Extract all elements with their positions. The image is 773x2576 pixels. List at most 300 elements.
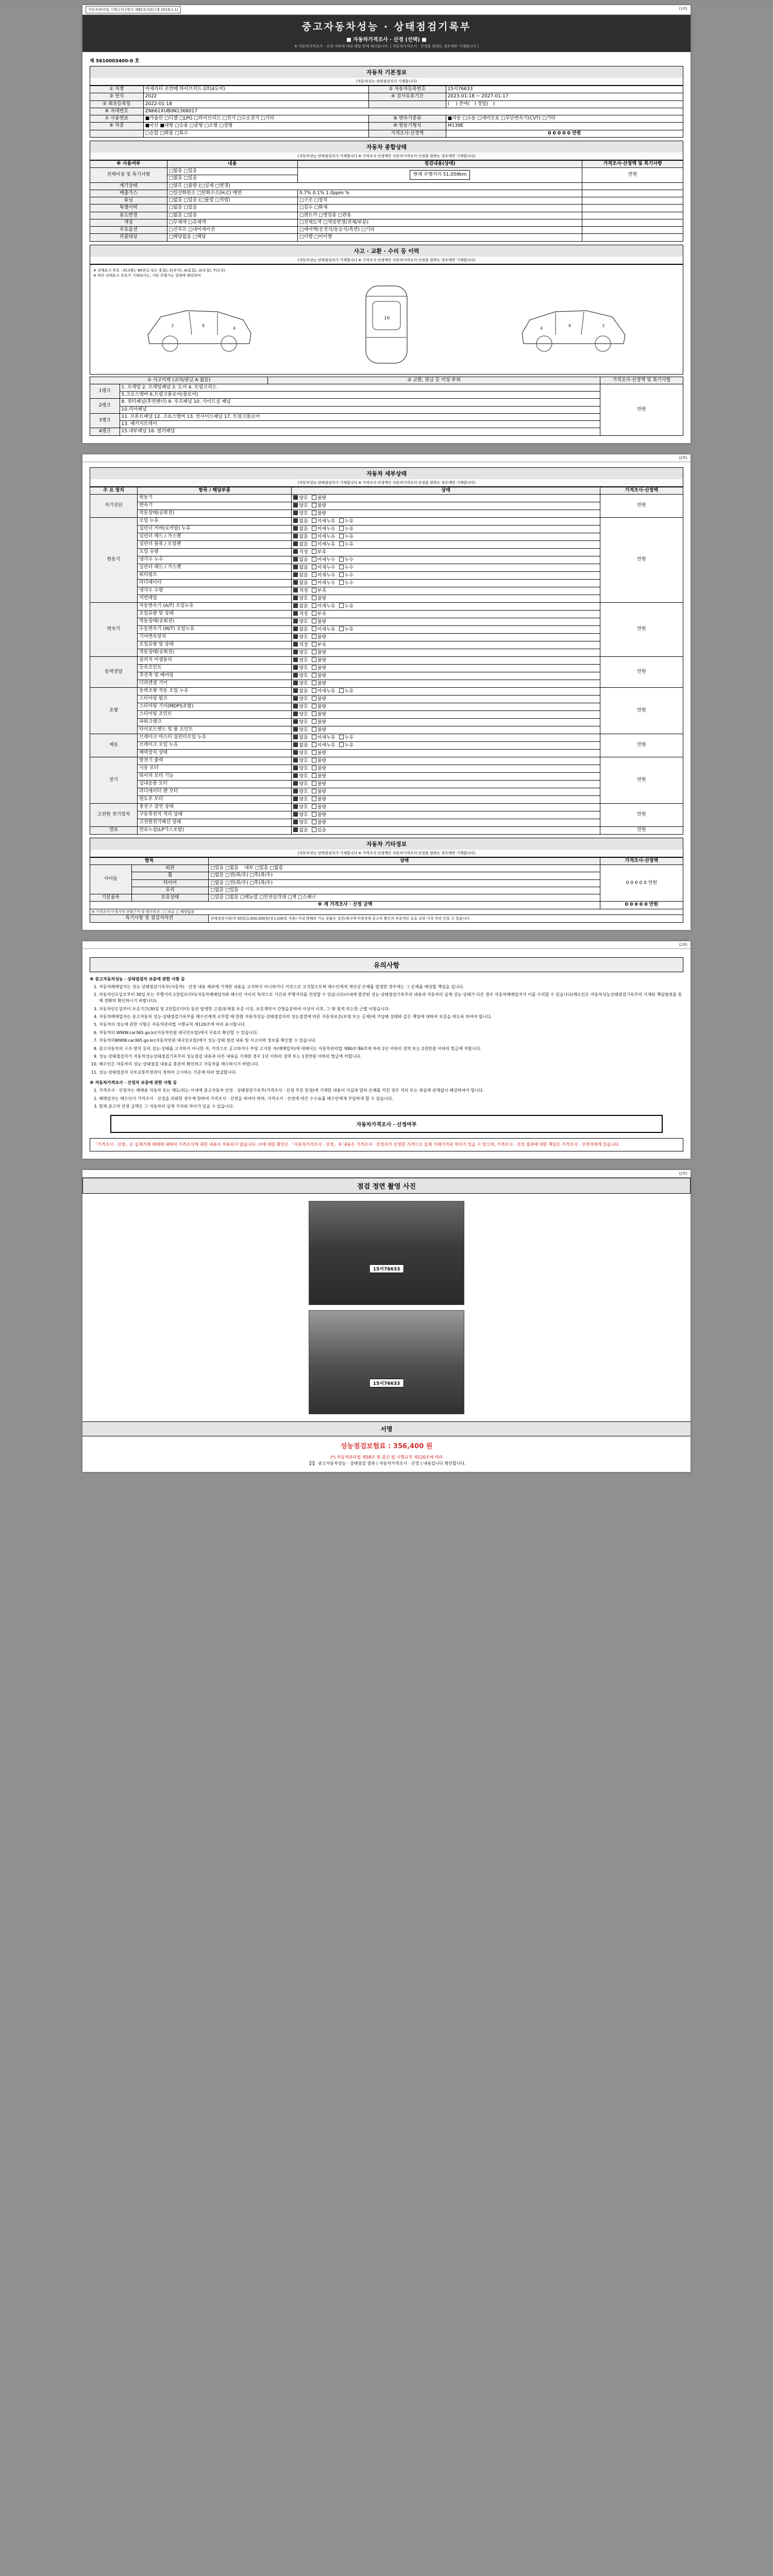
checkbox-icon[interactable] bbox=[293, 766, 298, 770]
checkbox-icon[interactable] bbox=[293, 541, 298, 546]
status-option[interactable]: 불량 bbox=[312, 619, 326, 625]
checkbox-icon[interactable] bbox=[293, 642, 298, 647]
checkbox-icon[interactable] bbox=[293, 619, 298, 623]
overall-subtitle: (자동차성능·상태점검자가 기재합니다 ※ 가격조사·산정액은 자동차가격조사·산정을 원하는 경우에만 기재합니다) bbox=[90, 152, 683, 160]
checkbox-icon[interactable] bbox=[312, 511, 316, 515]
status-option[interactable]: 없음 bbox=[293, 742, 308, 749]
detail-group-price: 만원 bbox=[600, 517, 683, 602]
checkbox-icon[interactable] bbox=[312, 657, 316, 662]
status-option[interactable]: 적정 bbox=[293, 642, 308, 648]
detail-status-options[interactable] bbox=[292, 734, 600, 741]
status-option[interactable]: 없음 bbox=[293, 626, 308, 633]
checkbox-icon[interactable] bbox=[339, 541, 344, 546]
status-option[interactable]: 양호 bbox=[293, 657, 308, 664]
checkbox-icon[interactable] bbox=[293, 657, 298, 662]
checkbox-icon[interactable] bbox=[339, 626, 344, 631]
page-4 bbox=[82, 1170, 691, 1472]
detail-status-options[interactable] bbox=[292, 749, 600, 757]
checkbox-icon[interactable] bbox=[293, 634, 298, 639]
status-option[interactable]: 양호 bbox=[293, 704, 308, 710]
row-content: □없음 □있음 bbox=[167, 175, 297, 182]
row-price bbox=[582, 212, 683, 219]
table-row bbox=[90, 234, 683, 241]
checkbox-icon[interactable] bbox=[312, 518, 316, 523]
detail-status-options[interactable] bbox=[292, 826, 600, 834]
detail-status-options[interactable] bbox=[292, 672, 600, 680]
checkbox-icon[interactable] bbox=[293, 688, 298, 693]
status-option[interactable]: 미세누유 bbox=[312, 735, 335, 741]
checkbox-icon[interactable] bbox=[293, 526, 298, 531]
checkbox-icon[interactable] bbox=[293, 665, 298, 670]
detail-status-options[interactable] bbox=[292, 517, 600, 525]
table-row bbox=[90, 533, 683, 540]
checkbox-icon[interactable] bbox=[312, 789, 316, 793]
detail-group-price: 만원 bbox=[600, 687, 683, 734]
detail-status-options[interactable] bbox=[292, 633, 600, 641]
checkbox-icon[interactable] bbox=[312, 557, 316, 562]
status-option[interactable]: 미세누유 bbox=[312, 626, 335, 633]
detail-status-options[interactable] bbox=[292, 726, 600, 734]
status-option[interactable]: 양호 bbox=[293, 812, 308, 818]
status-option[interactable]: 누유 bbox=[339, 534, 354, 540]
checkbox-icon[interactable] bbox=[312, 812, 316, 817]
status-option[interactable]: 없음 bbox=[293, 565, 308, 571]
status-option[interactable]: 불량 bbox=[312, 650, 326, 656]
checkbox-icon[interactable] bbox=[339, 557, 344, 562]
status-option[interactable]: 불량 bbox=[312, 750, 326, 756]
detail-status-options[interactable] bbox=[292, 664, 600, 672]
detail-status-options[interactable] bbox=[292, 610, 600, 618]
checkbox-icon[interactable] bbox=[293, 827, 298, 832]
checkbox-icon[interactable] bbox=[339, 580, 344, 585]
detail-status-options[interactable] bbox=[292, 772, 600, 780]
status-option[interactable]: 양호 bbox=[293, 750, 308, 756]
detail-status-options[interactable] bbox=[292, 548, 600, 556]
table-row bbox=[90, 502, 683, 510]
status-option[interactable]: 누수 bbox=[339, 565, 354, 571]
checkbox-icon[interactable] bbox=[312, 665, 316, 670]
status-option[interactable]: 없음 bbox=[293, 557, 308, 563]
page-1-topbar bbox=[82, 5, 691, 15]
status-option[interactable]: 불량 bbox=[312, 789, 326, 795]
detail-status-options[interactable] bbox=[292, 494, 600, 502]
status-option[interactable]: 미세누수 bbox=[312, 565, 335, 571]
row-price: 만원 bbox=[582, 168, 683, 183]
status-option[interactable]: 불량 bbox=[312, 812, 326, 818]
status-option[interactable]: 없음 bbox=[293, 603, 308, 609]
status-option[interactable]: 양호 bbox=[293, 596, 308, 602]
status-option[interactable]: 양호 bbox=[293, 511, 308, 517]
status-option[interactable]: 양호 bbox=[293, 804, 308, 810]
checkbox-icon[interactable] bbox=[312, 820, 316, 824]
detail-status-options[interactable] bbox=[292, 587, 600, 595]
detail-status-options[interactable] bbox=[292, 680, 600, 687]
status-option[interactable]: 양호 bbox=[293, 495, 308, 501]
checkbox-icon[interactable] bbox=[293, 673, 298, 677]
checkbox-icon[interactable] bbox=[293, 696, 298, 701]
checkbox-icon[interactable] bbox=[339, 742, 344, 747]
status-option[interactable]: 누유 bbox=[339, 688, 354, 694]
status-option[interactable]: 불량 bbox=[312, 596, 326, 602]
checkbox-icon[interactable] bbox=[293, 588, 298, 592]
checkbox-icon[interactable] bbox=[293, 750, 298, 755]
status-option[interactable]: 누유 bbox=[339, 626, 354, 633]
checkbox-icon[interactable] bbox=[312, 827, 316, 832]
status-option[interactable]: 없음 bbox=[293, 534, 308, 540]
checkbox-icon[interactable] bbox=[312, 688, 316, 693]
status-option[interactable]: 미세누유 bbox=[312, 541, 335, 548]
status-option[interactable]: 불량 bbox=[312, 704, 326, 710]
accident-parts-table bbox=[90, 377, 683, 436]
checkbox-icon[interactable] bbox=[293, 681, 298, 685]
checkbox-icon[interactable] bbox=[312, 580, 316, 585]
status-option[interactable]: 누유 bbox=[339, 603, 354, 609]
checkbox-icon[interactable] bbox=[312, 735, 316, 739]
status-option[interactable]: 양호 bbox=[293, 789, 308, 795]
status-option[interactable]: 불량 bbox=[312, 820, 326, 826]
status-option[interactable]: 미세누수 bbox=[312, 572, 335, 579]
status-option[interactable]: 불량 bbox=[312, 781, 326, 787]
detail-status-options[interactable] bbox=[292, 618, 600, 625]
status-option[interactable]: 누수 bbox=[339, 572, 354, 579]
status-option[interactable]: 부족 bbox=[312, 642, 326, 648]
status-option[interactable]: 불량 bbox=[312, 634, 326, 640]
checkbox-icon[interactable] bbox=[293, 603, 298, 608]
status-option[interactable]: 불량 bbox=[312, 758, 326, 764]
checkbox-icon[interactable] bbox=[339, 603, 344, 608]
checkbox-icon[interactable] bbox=[312, 681, 316, 685]
checkbox-icon[interactable] bbox=[312, 634, 316, 639]
checkbox-icon[interactable] bbox=[312, 719, 316, 724]
checkbox-icon[interactable] bbox=[312, 673, 316, 677]
checkbox-icon[interactable] bbox=[312, 526, 316, 531]
row-price bbox=[582, 182, 683, 190]
detail-status-options[interactable] bbox=[292, 641, 600, 649]
detail-status-options[interactable] bbox=[292, 649, 600, 656]
special-note-value: 전체점검사항(약 50일(1,000,000원/성능100일 적용) 이내 발째의 기능 부품은 검증/제시에 비정상에 중고차 확인과 부분적인 유효 보증 이상 버전 인를 수 있습니다 bbox=[209, 915, 683, 922]
checkbox-icon[interactable] bbox=[293, 781, 298, 786]
status-option[interactable]: 양호 bbox=[293, 796, 308, 803]
status-option[interactable]: 없음 bbox=[293, 688, 308, 694]
table-row bbox=[90, 115, 683, 123]
checkbox-icon[interactable] bbox=[312, 626, 316, 631]
status-option[interactable]: 없음 bbox=[293, 572, 308, 579]
checkbox-icon[interactable] bbox=[293, 626, 298, 631]
status-option[interactable]: 양호 bbox=[293, 634, 308, 640]
document-banner bbox=[82, 15, 691, 52]
status-option[interactable]: 불량 bbox=[312, 804, 326, 810]
detail-status-options[interactable] bbox=[292, 803, 600, 811]
checkbox-icon[interactable] bbox=[293, 650, 298, 654]
detail-part-label: 라디에이터 bbox=[138, 579, 292, 587]
status-option[interactable]: 누유 bbox=[339, 526, 354, 532]
status-option[interactable]: 양호 bbox=[293, 781, 308, 787]
basic-value: 15서76633 bbox=[446, 86, 683, 93]
detail-status-options[interactable] bbox=[292, 602, 600, 610]
notice-item: 1. 자동차매매업자는 성능·상태점검기록부(자동차) · 산정 내용 제외에 기재한 내용을 고지하지 아니하거나 거짓으로 고지할으로써 매수인에게 재산상 손해를 발생한 경우에는 그 손해를 배상할 책임을 집니다. bbox=[99, 984, 683, 990]
status-option[interactable]: 미세누유 bbox=[312, 603, 335, 609]
table-row bbox=[90, 902, 683, 909]
checkbox-icon[interactable] bbox=[312, 650, 316, 654]
status-option[interactable]: 양호 bbox=[293, 758, 308, 764]
status-option[interactable]: 불량 bbox=[312, 773, 326, 779]
page-number: (1쪽) bbox=[679, 7, 687, 11]
detail-status-options[interactable] bbox=[292, 540, 600, 548]
checkbox-icon[interactable] bbox=[293, 557, 298, 562]
col-state: 상태 bbox=[209, 857, 600, 865]
detail-title: 자동차 세부상태 bbox=[90, 467, 683, 479]
checkbox-icon[interactable] bbox=[339, 565, 344, 569]
checkbox-icon[interactable] bbox=[293, 511, 298, 515]
status-option[interactable]: 양호 bbox=[293, 820, 308, 826]
detail-status-options[interactable] bbox=[292, 533, 600, 540]
status-option[interactable]: 양호 bbox=[293, 681, 308, 687]
status-option[interactable]: 불량 bbox=[312, 796, 326, 803]
status-option[interactable]: 양호 bbox=[293, 650, 308, 656]
status-option[interactable]: 미세누유 bbox=[312, 742, 335, 749]
status-option[interactable]: 없음 bbox=[293, 526, 308, 532]
status-option[interactable]: 불량 bbox=[312, 665, 326, 671]
checkbox-icon[interactable] bbox=[339, 534, 344, 538]
table-row bbox=[90, 212, 683, 219]
checkbox-icon[interactable] bbox=[293, 711, 298, 716]
checkbox-icon[interactable] bbox=[339, 735, 344, 739]
checkbox-icon[interactable] bbox=[312, 704, 316, 708]
checkbox-icon[interactable] bbox=[312, 565, 316, 569]
checkbox-icon[interactable] bbox=[312, 611, 316, 616]
detail-part-label: 클러치 어셈블리 bbox=[138, 656, 292, 664]
basic-label: ② 자동차등록번호 bbox=[368, 86, 446, 93]
basic-label: ⑨ 차종 bbox=[90, 123, 144, 130]
detail-status-options[interactable] bbox=[292, 510, 600, 517]
status-option[interactable]: 양호 bbox=[293, 727, 308, 733]
status-option[interactable]: 불량 bbox=[312, 657, 326, 664]
checkbox-icon[interactable] bbox=[293, 572, 298, 577]
checkbox-icon[interactable] bbox=[293, 735, 298, 739]
checkbox-icon[interactable] bbox=[312, 495, 316, 500]
detail-status-options[interactable] bbox=[292, 703, 600, 710]
table-row bbox=[90, 741, 683, 749]
table-row bbox=[90, 887, 683, 894]
checkbox-icon[interactable] bbox=[293, 719, 298, 724]
status-option[interactable]: 적정 bbox=[293, 588, 308, 594]
status-option[interactable]: 양호 bbox=[293, 673, 308, 679]
checkbox-icon[interactable] bbox=[312, 796, 316, 801]
checkbox-icon[interactable] bbox=[293, 804, 298, 809]
table-row bbox=[90, 428, 683, 435]
checkbox-icon[interactable] bbox=[312, 773, 316, 778]
detail-status-options[interactable] bbox=[292, 656, 600, 664]
detail-status-options[interactable] bbox=[292, 687, 600, 695]
checkbox-icon[interactable] bbox=[312, 503, 316, 507]
etc-title: 자동차 기타정보 bbox=[90, 838, 683, 850]
detail-status-options[interactable] bbox=[292, 741, 600, 749]
table-row bbox=[90, 625, 683, 633]
notice-item: 6. 자동차의 WWW.car365.go.kr(자동차민원 대국민포털)에서 무료로 확인할 수 있습니다. bbox=[99, 1030, 683, 1036]
status-option[interactable]: 양호 bbox=[293, 696, 308, 702]
table-row bbox=[90, 656, 683, 664]
status-option[interactable]: 불량 bbox=[312, 696, 326, 702]
checkbox-icon[interactable] bbox=[312, 588, 316, 592]
status-option[interactable]: 불량 bbox=[312, 503, 326, 509]
status-option[interactable]: 양호 bbox=[293, 766, 308, 772]
detail-part-label: 수동변속기 (M/T) 오일누유 bbox=[138, 625, 292, 633]
checkbox-icon[interactable] bbox=[312, 758, 316, 762]
table-row bbox=[90, 571, 683, 579]
checkbox-icon[interactable] bbox=[293, 495, 298, 500]
status-option[interactable]: 누수 bbox=[339, 557, 354, 563]
checkbox-icon[interactable] bbox=[293, 611, 298, 616]
notice-head-1: ※ 중고자동차성능 · 상태점검자 보증에 관한 사항 등 bbox=[90, 976, 185, 981]
checkbox-icon[interactable] bbox=[293, 796, 298, 801]
car-view-left bbox=[140, 286, 259, 363]
status-option[interactable]: 누유 bbox=[339, 541, 354, 548]
detail-status-options[interactable] bbox=[292, 502, 600, 510]
status-option[interactable]: 양호 bbox=[293, 619, 308, 625]
checkbox-icon[interactable] bbox=[312, 804, 316, 809]
checkbox-icon[interactable] bbox=[293, 758, 298, 762]
checkbox-icon[interactable] bbox=[312, 750, 316, 755]
detail-status-options[interactable] bbox=[292, 579, 600, 587]
status-option[interactable]: 불량 bbox=[312, 711, 326, 718]
rank-label: 3랭크 bbox=[90, 413, 120, 428]
status-option[interactable]: 부족 bbox=[312, 588, 326, 594]
checkbox-icon[interactable] bbox=[312, 619, 316, 623]
basic-info-table bbox=[90, 86, 683, 138]
status-option[interactable]: 양호 bbox=[293, 665, 308, 671]
status-option[interactable]: 미세누수 bbox=[312, 580, 335, 586]
status-option[interactable]: 미세누유 bbox=[312, 518, 335, 524]
status-option[interactable]: 없음 bbox=[293, 580, 308, 586]
checkbox-icon[interactable] bbox=[312, 603, 316, 608]
checkbox-icon[interactable] bbox=[293, 518, 298, 523]
status-option[interactable]: 불량 bbox=[312, 681, 326, 687]
detail-status-options[interactable] bbox=[292, 564, 600, 571]
detail-status-options[interactable] bbox=[292, 765, 600, 772]
notice-item: 9. 성능·상태점검자가 자동차성능상태점검기록부의 성능점검 내용과 다른 내용을 기재한 경우 1년 이하의 징역 또는 1천만원 이하의 벌금에 처합니다. bbox=[99, 1054, 683, 1060]
status-option[interactable]: 없음 bbox=[293, 827, 308, 834]
checkbox-icon[interactable] bbox=[339, 518, 344, 523]
status-option[interactable]: 불량 bbox=[312, 511, 326, 517]
detail-status-options[interactable] bbox=[292, 819, 600, 826]
detail-status-options[interactable] bbox=[292, 795, 600, 803]
status-option[interactable]: 없음 bbox=[293, 541, 308, 548]
checkbox-icon[interactable] bbox=[312, 541, 316, 546]
status-option[interactable]: 부족 bbox=[312, 611, 326, 617]
checkbox-icon[interactable] bbox=[293, 773, 298, 778]
checkbox-icon[interactable] bbox=[293, 503, 298, 507]
status-option[interactable]: 없음 bbox=[293, 735, 308, 741]
checkbox-icon[interactable] bbox=[312, 696, 316, 701]
status-option[interactable]: 불량 bbox=[312, 727, 326, 733]
detail-status-options[interactable] bbox=[292, 571, 600, 579]
checkbox-icon[interactable] bbox=[339, 688, 344, 693]
detail-status-options[interactable] bbox=[292, 780, 600, 788]
status-option[interactable]: 불량 bbox=[312, 673, 326, 679]
status-option[interactable]: 적정 bbox=[293, 611, 308, 617]
table-header-row bbox=[90, 377, 683, 384]
status-option[interactable]: 양호 bbox=[293, 503, 308, 509]
detail-part-label: 브레이크 오일 누유 bbox=[138, 741, 292, 749]
checkbox-icon[interactable] bbox=[293, 742, 298, 747]
checkbox-icon[interactable] bbox=[293, 727, 298, 732]
detail-status-options[interactable] bbox=[292, 595, 600, 602]
detail-status-options[interactable] bbox=[292, 625, 600, 633]
detail-part-label: 오일 누유 bbox=[138, 517, 292, 525]
checkbox-icon[interactable] bbox=[312, 727, 316, 732]
checkbox-icon[interactable] bbox=[312, 549, 316, 554]
detail-status-options[interactable] bbox=[292, 811, 600, 819]
status-option[interactable]: 미세누수 bbox=[312, 557, 335, 563]
detail-part-label: 디퍼렌셜 기어 bbox=[138, 680, 292, 687]
detail-status-options[interactable] bbox=[292, 788, 600, 795]
checkbox-icon[interactable] bbox=[293, 789, 298, 793]
status-option[interactable]: 미세누유 bbox=[312, 534, 335, 540]
detail-status-options[interactable] bbox=[292, 556, 600, 564]
detail-status-options[interactable] bbox=[292, 710, 600, 718]
status-option[interactable]: 양호 bbox=[293, 773, 308, 779]
checkbox-icon[interactable] bbox=[339, 572, 344, 577]
status-option[interactable]: 누유 bbox=[339, 742, 354, 749]
status-option[interactable]: 양호 bbox=[293, 719, 308, 725]
etc-item-state: □있음 □없음 □매뉴얼 □안전삼각대 □잭 □스패너 bbox=[209, 894, 600, 902]
status-option[interactable]: 불량 bbox=[312, 495, 326, 501]
status-option[interactable]: 누유 bbox=[339, 518, 354, 524]
status-option[interactable]: 없음 bbox=[293, 518, 308, 524]
checkbox-icon[interactable] bbox=[293, 704, 298, 708]
accident-parts-label: ② 교환, 판금 등 이상 부위 bbox=[268, 377, 600, 384]
detail-status-options[interactable] bbox=[292, 525, 600, 533]
row-state: □렌트카 □영업용 □관용 bbox=[297, 212, 582, 219]
status-option[interactable]: 불량 bbox=[312, 719, 326, 725]
row-state: □침수 □화재 bbox=[297, 205, 582, 212]
status-option[interactable]: 누수 bbox=[339, 580, 354, 586]
status-option[interactable]: 불량 bbox=[312, 766, 326, 772]
status-option[interactable]: 적정 bbox=[293, 549, 308, 555]
checkbox-icon[interactable] bbox=[293, 534, 298, 538]
checkbox-icon[interactable] bbox=[293, 549, 298, 554]
detail-status-options[interactable] bbox=[292, 695, 600, 703]
checkbox-icon[interactable] bbox=[312, 742, 316, 747]
detail-group-price: 만원 bbox=[600, 494, 683, 517]
status-option[interactable]: 미세누유 bbox=[312, 526, 335, 532]
checkbox-icon[interactable] bbox=[312, 642, 316, 647]
status-option[interactable]: 미세누유 bbox=[312, 688, 335, 694]
checkbox-icon[interactable] bbox=[312, 711, 316, 716]
status-option[interactable]: 양호 bbox=[293, 711, 308, 718]
checkbox-icon[interactable] bbox=[312, 572, 316, 577]
checkbox-icon[interactable] bbox=[312, 596, 316, 600]
checkbox-icon[interactable] bbox=[293, 580, 298, 585]
status-option[interactable]: 누유 bbox=[339, 735, 354, 741]
checkbox-icon[interactable] bbox=[312, 781, 316, 786]
detail-status-options[interactable] bbox=[292, 718, 600, 726]
checkbox-icon[interactable] bbox=[312, 534, 316, 538]
checkbox-icon[interactable] bbox=[312, 766, 316, 770]
checkbox-icon[interactable] bbox=[293, 565, 298, 569]
status-option[interactable]: 부족 bbox=[312, 549, 326, 555]
detail-status-options[interactable] bbox=[292, 757, 600, 765]
detail-part-label: 냉각수 수량 bbox=[138, 587, 292, 595]
checkbox-icon[interactable] bbox=[293, 820, 298, 824]
etc-item-label: 외판 bbox=[131, 865, 209, 872]
checkbox-icon[interactable] bbox=[339, 526, 344, 531]
table-row bbox=[90, 190, 683, 197]
checkbox-icon[interactable] bbox=[293, 812, 298, 817]
status-option[interactable]: 있음 bbox=[312, 827, 326, 834]
car-view-top bbox=[353, 281, 420, 368]
checkbox-icon[interactable] bbox=[293, 596, 298, 600]
